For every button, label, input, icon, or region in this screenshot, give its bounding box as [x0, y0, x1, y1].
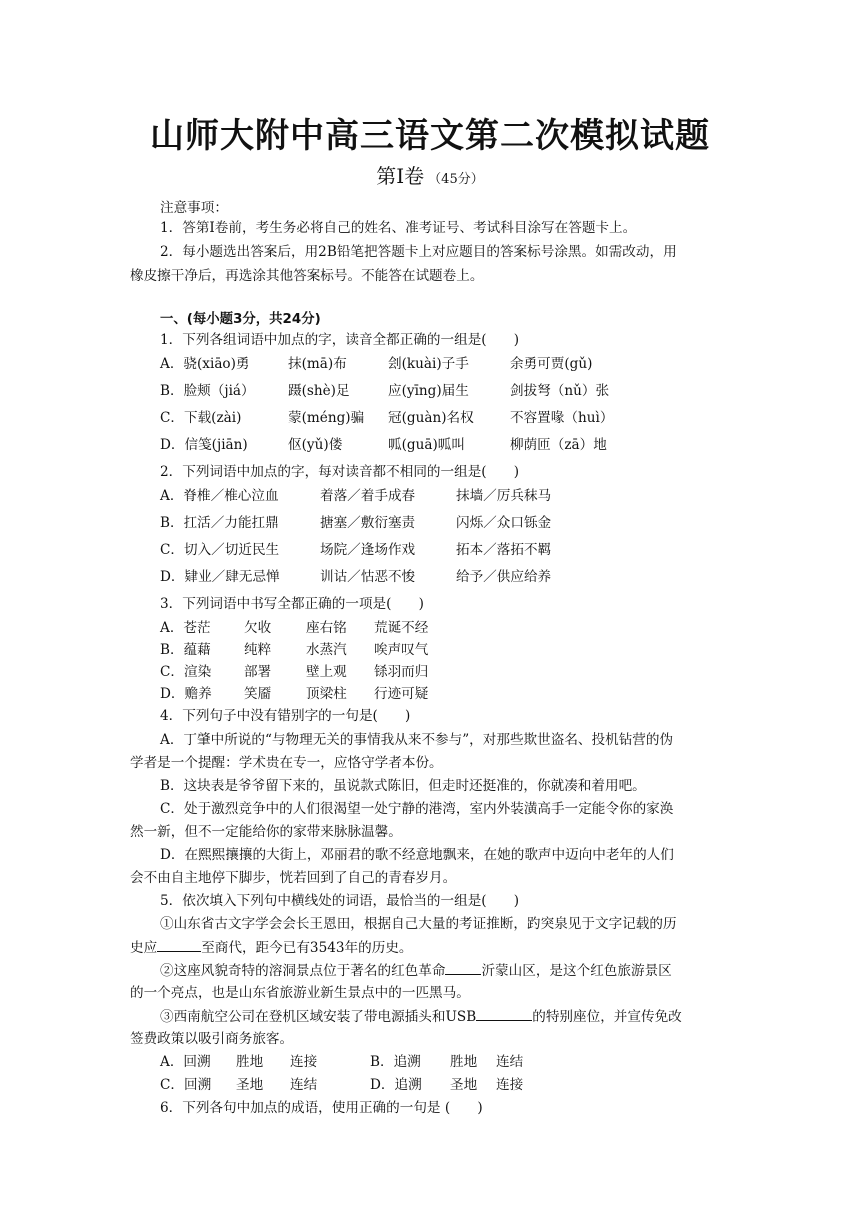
q5-d-word-3: 连接: [496, 1077, 524, 1093]
q2-a-pair-3: 抹墙／厉兵秣马: [456, 488, 552, 504]
q2-a-pair-2: 着落／着手成春: [320, 488, 416, 504]
q3-d-word-2: 笑靥: [244, 686, 272, 702]
q3-c-word-3: 壁上观: [306, 664, 347, 680]
q3-a-word-3: 座右铭: [306, 620, 347, 636]
question-2-stem: 2．下列词语中加点的字，每对读音都不相同的一组是( ): [160, 464, 520, 480]
q1-c-word-4: 不容置喙（huì）: [510, 410, 614, 426]
q3-b-word-2: 纯粹: [244, 642, 272, 658]
q5-c-word-1: C．回溯: [160, 1077, 212, 1093]
q1-a-word-3: 刽(kuài)子手: [388, 356, 469, 372]
q5-s2-post: 沂蒙山区，是这个红色旅游景区: [481, 963, 672, 979]
q5-a-word-1: A．回溯: [160, 1054, 211, 1070]
q5-sentence-2-cont: 的一个亮点，也是山东省旅游业新生景点中的一匹黑马。: [130, 985, 470, 1001]
q1-c-word-2: 蒙(méng)骗: [288, 410, 365, 426]
q5-sentence-3: [160, 1006, 730, 1027]
q3-a-word-1: A．苍茫: [160, 620, 211, 636]
notice-item-2-cont: 橡皮擦干净后，再选涂其他答案标号。不能答在试题卷上。: [130, 268, 484, 284]
q1-d-word-3: 呱(guā)呱叫: [388, 437, 465, 453]
q5-a-word-2: 胜地: [236, 1054, 264, 1070]
q1-a-word-2: 抹(mā)布: [288, 356, 347, 372]
q4-option-b: B．这块表是爷爷留下来的，虽说款式陈旧，但走时还挺准的，你就凑和着用吧。: [160, 778, 646, 794]
q4-option-a: A．丁肇中所说的“与物理无关的事情我从来不参与”，对那些欺世盗名、投机钻营的伪: [160, 732, 674, 748]
q1-a-word-4: 余勇可贾(gǔ): [510, 356, 593, 372]
q3-b-word-3: 水蒸汽: [306, 642, 347, 658]
q1-b-word-4: 剑拔弩（nǔ）张: [510, 383, 610, 399]
notice-heading: 注意事项：: [160, 200, 228, 216]
q1-c-word-3: 冠(guàn)名权: [388, 410, 474, 426]
q5-sentence-3-cont: 签费政策以吸引商务旅客。: [130, 1031, 294, 1047]
q1-a-word-1: A．骁(xiāo)勇: [160, 356, 250, 372]
volume-score: （45分）: [428, 172, 484, 187]
q5-s3-post: 的特别座位，并宣传免改: [532, 1009, 682, 1025]
q1-d-word-1: D．信笺(jiān): [160, 437, 248, 453]
notice-item-2: 2．每小题选出答案后，用2B铅笔把答题卡上对应题目的答案标号涂黑。如需改动，用: [160, 244, 677, 260]
q2-d-pair-2: 训诂／怙恶不悛: [320, 569, 416, 585]
volume-heading: [0, 160, 860, 189]
q3-a-word-4: 荒诞不经: [374, 620, 429, 636]
q4-option-a-cont: 学者是一个提醒：学术贵在专一，应恪守学者本份。: [130, 755, 443, 771]
q5-c-word-3: 连结: [290, 1077, 318, 1093]
q5-blank-3: [476, 1006, 532, 1021]
q3-c-word-4: 铩羽而归: [374, 664, 429, 680]
q3-d-word-1: D．赡养: [160, 686, 212, 702]
q2-b-pair-2: 搪塞／敷衍塞责: [320, 515, 416, 531]
q5-sentence-1: ①山东省古文字学会会长王恩田，根据自己大量的考证推断，趵突泉见于文字记载的历: [160, 916, 677, 932]
q1-d-word-2: 伛(yǔ)偻: [288, 437, 343, 453]
section-heading: 一、(每小题3分，共24分): [160, 312, 321, 327]
q5-sentence-1-cont: [130, 937, 700, 958]
q4-option-d-cont: 会不由自主地停下脚步，恍若回到了自己的青春岁月。: [130, 870, 457, 886]
q5-b-word-2: 胜地: [450, 1054, 478, 1070]
question-6-stem: 6．下列各句中加点的成语，使用正确的一句是 ( ): [160, 1100, 483, 1116]
q5-s2-pre: ②这座风貌奇特的溶洞景点位于著名的红色革命: [160, 963, 446, 979]
q5-b-word-1: B．追溯: [370, 1054, 421, 1070]
volume-label: 第Ⅰ卷: [376, 164, 425, 188]
q5-s1-pre: 史应: [130, 940, 158, 956]
q2-c-pair-1: C．切入／切近民生: [160, 542, 280, 558]
q5-d-word-1: D．追溯: [370, 1077, 422, 1093]
q2-b-pair-3: 闪烁／众口铄金: [456, 515, 552, 531]
question-3-stem: 3．下列词语中书写全都正确的一项是( ): [160, 596, 424, 612]
q5-sentence-2: [160, 960, 730, 981]
q2-c-pair-2: 场院／逢场作戏: [320, 542, 416, 558]
q4-option-d: D．在熙熙攘攘的大街上，邓丽君的歌不经意地飘来，在她的歌声中迈向中老年的人们: [160, 847, 674, 863]
q5-s1-post: 至商代，距今已有3543年的历史。: [201, 940, 413, 956]
notice-item-1: 1．答第Ⅰ卷前，考生务必将自己的姓名、准考证号、考试科目涂写在答题卡上。: [160, 220, 637, 236]
question-5-stem: 5．依次填入下列句中横线处的词语，最恰当的一组是( ): [160, 893, 520, 909]
q5-a-word-3: 连接: [290, 1054, 318, 1070]
q3-c-word-1: C．渲染: [160, 664, 212, 680]
q3-d-word-3: 顶梁柱: [306, 686, 347, 702]
q1-d-word-4: 柳荫匝（zā）地: [510, 437, 607, 453]
question-1-stem: 1．下列各组词语中加点的字，读音全都正确的一组是( ): [160, 332, 520, 348]
q5-blank-2: [445, 960, 481, 975]
q1-c-word-1: C．下载(zài): [160, 410, 242, 426]
q5-c-word-2: 圣地: [236, 1077, 264, 1093]
q2-a-pair-1: A．脊椎／椎心泣血: [160, 488, 279, 504]
q3-a-word-2: 欠收: [244, 620, 272, 636]
q4-option-c-cont: 然一新，但不一定能给你的家带来脉脉温馨。: [130, 824, 402, 840]
q5-s3-pre: ③西南航空公司在登机区域安装了带电源插头和USB: [160, 1009, 477, 1025]
q1-b-word-2: 蹑(shè)足: [288, 383, 350, 399]
q1-b-word-3: 应(yīng)届生: [388, 383, 469, 399]
q2-c-pair-3: 拓本／落拓不羁: [456, 542, 552, 558]
page-title: 山师大附中高三语文第二次模拟试题: [150, 116, 710, 156]
q3-b-word-1: B．蕴藉: [160, 642, 211, 658]
q2-b-pair-1: B．扛活／力能扛鼎: [160, 515, 279, 531]
q3-c-word-2: 部署: [244, 664, 272, 680]
q3-d-word-4: 行迹可疑: [374, 686, 429, 702]
q3-b-word-4: 唉声叹气: [374, 642, 429, 658]
q5-blank-1: [157, 937, 201, 952]
q2-d-pair-1: D．肄业／肆无忌惮: [160, 569, 280, 585]
q5-d-word-2: 圣地: [450, 1077, 478, 1093]
question-4-stem: 4．下列句子中没有错别字的一句是( ): [160, 708, 411, 724]
q4-option-c: C．处于激烈竞争中的人们很渴望一处宁静的港湾，室内外装潢高手一定能令你的家涣: [160, 801, 674, 817]
q1-b-word-1: B．脸颊（jiá）: [160, 383, 255, 399]
q5-b-word-3: 连结: [496, 1054, 524, 1070]
q2-d-pair-3: 给予／供应给养: [456, 569, 552, 585]
